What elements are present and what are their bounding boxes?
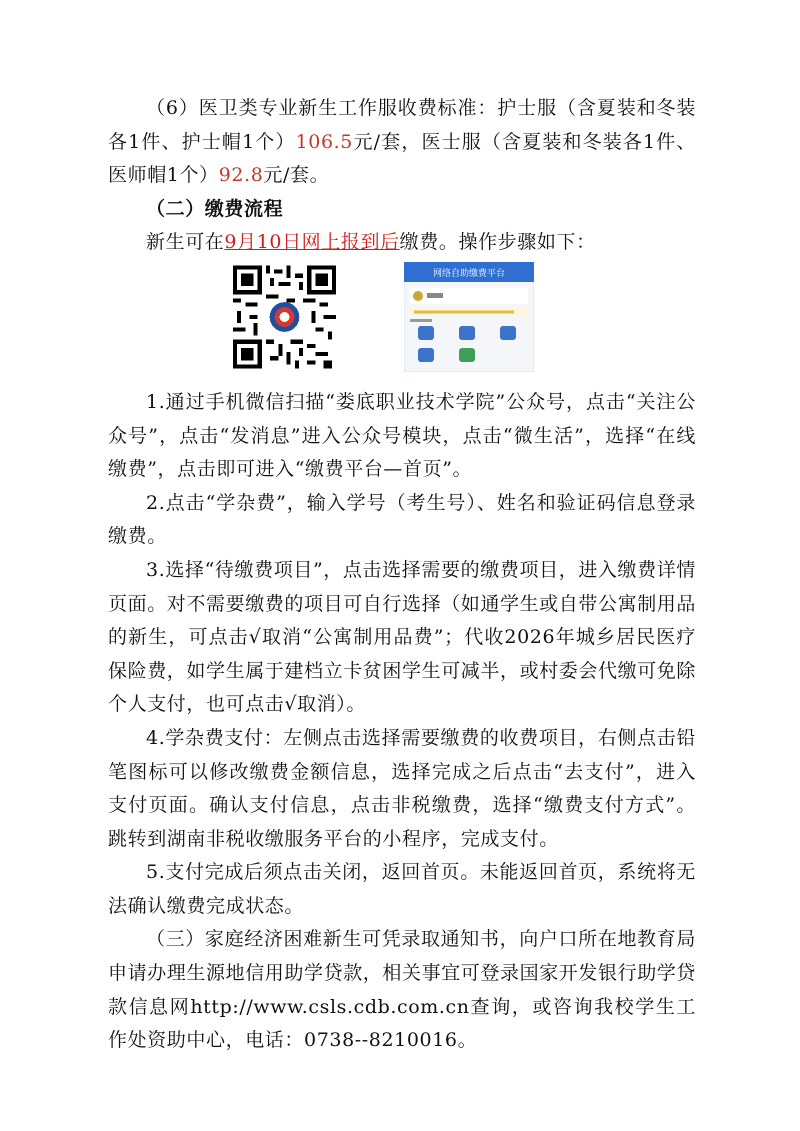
nurse-uniform-price: 106.5 [295,130,353,153]
app-screenshot [404,262,534,372]
text-run: 新生可在 [146,231,225,254]
qr-code-image [233,265,336,369]
app-header-text: 网络自助缴费平台 [432,268,506,279]
text-run: 元/套。 [263,164,330,187]
paragraph-uniform-fees [108,92,696,193]
paragraph-intro [108,226,696,260]
text-run: （6）医卫类专业新生工作服收费标准：护士服（含夏装和冬装各1件、护士帽1个） [108,97,696,153]
text-run: 元/套，医士服（含夏装和冬装各1件、医师帽1个） [108,130,696,187]
step-5: 5.支付完成后须点击关闭，返回首页。未能返回首页，系统将无法确认缴费完成状态。 [108,861,696,917]
paragraph-student-loan: （三）家庭经济困难新生可凭录取通知书，向户口所在地教育局申请办理生源地信用助学贷款，相关事宜可登录国家开发银行助学贷款信息网http://www.csls.cdb.com.cn查询，或咨询我校学生工作处资助中心，电话：0738--8210016。 [108,928,697,1052]
doctor-uniform-price: 92.8 [218,164,264,187]
app-screenshot-graphic [404,262,534,372]
step-3: 3.选择“待缴费项目”，点击选择需要的缴费项目，进入缴费详情页面。对不需要缴费的项目可自行选择（如通学生或自带公寓制用品的新生，可点击√取消“公寓制用品费”；代收2026年城乡居民医疗保险费，如学生属于建档立卡贫困学生可减半，或村委会代缴可免除个人支付，也可点击√取消）。 [108,558,697,716]
section-heading-payment-process: （二）缴费流程 [146,197,284,220]
step-1: 1.通过手机微信扫描“娄底职业技术学院”公众号，点击“关注公众号”，点击“发消息”进入公众号模块，点击“微生活”，选择“在线缴费”，点击即可进入“缴费平台—首页”。 [108,390,696,481]
step-4: 4.学杂费支付：左侧点击选择需要缴费的收费项目，右侧点击铅笔图标可以修改缴费金额信息，选择完成之后点击“去支付”，进入支付页面。确认支付信息，点击非税缴费，选择“缴费支付方式”。跳转到湖南非税收缴服务平台的小程序，完成支付。 [108,726,696,850]
text-run: 缴费。操作步骤如下： [399,231,596,254]
figures-row [108,262,696,382]
highlight-date: 9月10日网上报到后 [224,231,400,254]
step-2: 2.点击“学杂费”，输入学号（考生号）、姓名和验证码信息登录缴费。 [108,491,696,548]
document-page [108,92,696,1058]
